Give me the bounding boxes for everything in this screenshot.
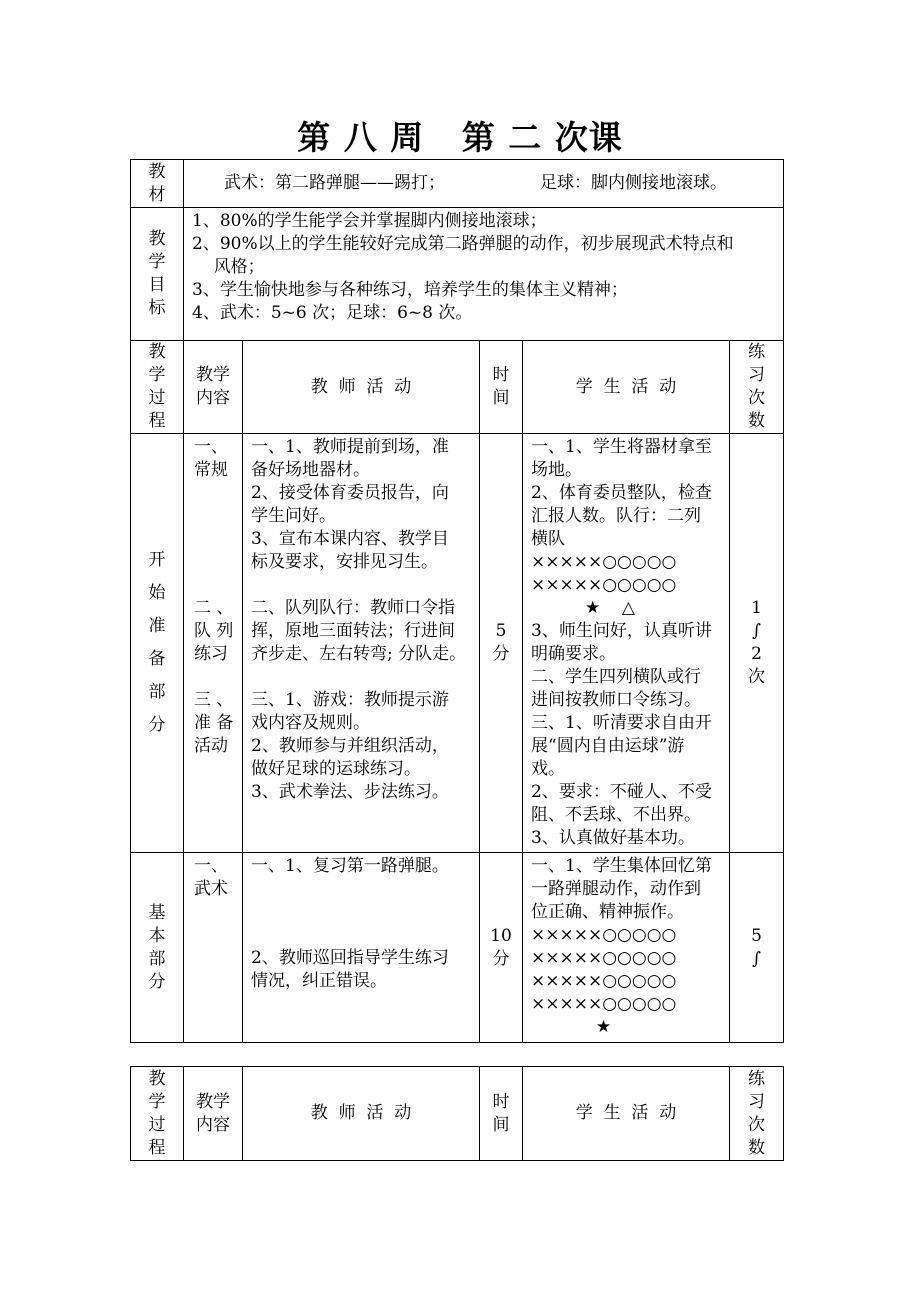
header-row xyxy=(131,341,784,434)
material-wushu: 武术：第二路弹腿——踢打； xyxy=(224,173,445,193)
teacher-line: 一、1、教师提前到场，准 xyxy=(251,437,449,457)
teacher-line: 戏内容及规则。 xyxy=(251,713,370,733)
lesson-table xyxy=(130,159,784,1043)
teacher-line: 2、教师巡回指导学生练习 xyxy=(251,948,449,968)
goals-content xyxy=(184,208,784,341)
teacher-line xyxy=(251,574,475,597)
content-line: 武术 xyxy=(194,879,228,899)
student-line: 场地。 xyxy=(531,460,582,480)
content-line: 队 列 xyxy=(194,621,234,641)
teacher-line: 学生问好。 xyxy=(251,506,336,526)
teacher-line: 标及要求，安排见习生。 xyxy=(251,552,438,572)
header-student: 学 生 活 动 xyxy=(523,341,730,434)
teacher-line: 二、队列队行：教师口令指 xyxy=(251,598,455,618)
section-start-teacher xyxy=(243,434,480,853)
content-line: 活动 xyxy=(194,736,228,756)
header-time: 时 间 xyxy=(480,341,523,434)
header-count: 练 习 次 数 xyxy=(730,1067,784,1161)
material-label: 教 材 xyxy=(131,160,184,208)
student-line: 横队 xyxy=(531,529,565,549)
content-line: 一、 xyxy=(194,437,228,457)
teacher-line: 3、武术拳法、步法练习。 xyxy=(251,782,449,802)
formation-row: ×××××○○○○○ xyxy=(531,994,677,1014)
section-basic-student xyxy=(523,853,730,1043)
teacher-line xyxy=(251,901,475,924)
formation-row: ×××××○○○○○ xyxy=(531,925,677,945)
section-start-time: 5 分 xyxy=(480,434,523,853)
section-start-label: 开 始 准 备 部 分 xyxy=(131,434,184,853)
teacher-line: 2、教师参与并组织活动， xyxy=(251,736,449,756)
teacher-line: 三、1、游戏：教师提示游 xyxy=(251,690,449,710)
formation-row: ×××××○○○○○ xyxy=(531,971,677,991)
goal-line: 1、80%的学生能学会并掌握脚内侧接地滚球； xyxy=(192,211,547,231)
student-line: 3、师生问好，认真听讲 xyxy=(531,621,712,641)
student-line: 进间按教师口令练习。 xyxy=(531,690,701,710)
section-basic-row xyxy=(131,853,784,1043)
header-process: 教 学 过 程 xyxy=(131,341,184,434)
content-line: 三 、 xyxy=(194,690,234,710)
continuation-table xyxy=(130,1066,784,1161)
teacher-line: 做好足球的运球练习。 xyxy=(251,759,421,779)
student-line: 二、学生四列横队或行 xyxy=(531,667,701,687)
content-line: 常规 xyxy=(194,460,228,480)
material-content xyxy=(184,160,784,208)
section-start-row xyxy=(131,434,784,853)
formation-teacher-marks: ★ △ xyxy=(531,598,635,618)
formation-teacher-mark: ★ xyxy=(531,1017,612,1037)
student-line: 汇报人数。队行：二列 xyxy=(531,506,701,526)
header-teacher: 教 师 活 动 xyxy=(243,1067,480,1161)
teacher-line: 齐步走、左右转弯; 分队走。 xyxy=(251,644,467,664)
header-time: 时 间 xyxy=(480,1067,523,1161)
section-basic-teacher xyxy=(243,853,480,1043)
header-process: 教 学 过 程 xyxy=(131,1067,184,1161)
student-line: 展“圆内自由运球”游 xyxy=(531,736,685,756)
student-line: 阻、不丢球、不出界。 xyxy=(531,805,701,825)
content-line: 二 、 xyxy=(194,598,234,618)
material-football: 足球：脚内侧接地滚球。 xyxy=(540,173,727,193)
section-basic-content xyxy=(184,853,243,1043)
student-line: 三、1、听清要求自由开 xyxy=(531,713,712,733)
teacher-line: 挥，原地三面转法；行进间 xyxy=(251,621,455,641)
student-line: 一、1、学生将器材拿至 xyxy=(531,437,712,457)
goal-line: 4、武术：5~6 次；足球：6~8 次。 xyxy=(192,303,473,323)
content-line: 准 备 xyxy=(194,713,234,733)
student-line: 一、1、学生集体回忆第 xyxy=(531,856,712,876)
section-start-count: 1 ∫ 2 次 xyxy=(730,434,784,853)
goal-line: 2、90%以上的学生能较好完成第二路弹腿的动作，初步展现武术特点和 xyxy=(192,234,734,254)
header-content: 教学 内容 xyxy=(184,1067,243,1161)
goal-line: 风格； xyxy=(192,257,265,277)
goal-line: 3、学生愉快地参与各种练习，培养学生的集体主义精神； xyxy=(192,280,628,300)
teacher-line: 3、宣布本课内容、教学目 xyxy=(251,529,449,549)
header-content: 教学 内容 xyxy=(184,341,243,434)
content-line: 练习 xyxy=(194,644,228,664)
student-line: 明确要求。 xyxy=(531,644,616,664)
student-line: 3、认真做好基本功。 xyxy=(531,828,695,848)
formation-row: ×××××○○○○○ xyxy=(531,552,677,572)
continuation-header-row xyxy=(131,1067,784,1161)
header-count: 练 习 次 数 xyxy=(730,341,784,434)
page-title: 第 八 周 第 二 次课 xyxy=(297,118,623,157)
header-teacher: 教 师 活 动 xyxy=(243,341,480,434)
student-line: 2、体育委员整队，检查 xyxy=(531,483,712,503)
formation-row: ×××××○○○○○ xyxy=(531,575,677,595)
goals-row xyxy=(131,208,784,341)
teacher-line: 情况，纠正错误。 xyxy=(251,971,387,991)
student-line: 戏。 xyxy=(531,759,565,779)
section-start-student xyxy=(523,434,730,853)
section-basic-count: 5 ∫ xyxy=(730,853,784,1043)
student-line: 位正确、精神振作。 xyxy=(531,902,684,922)
teacher-line xyxy=(251,666,475,689)
student-line: 2、要求：不碰人、不受 xyxy=(531,782,712,802)
teacher-line xyxy=(251,924,475,947)
header-student: 学 生 活 动 xyxy=(523,1067,730,1161)
teacher-line: 2、接受体育委员报告，向 xyxy=(251,483,449,503)
content-line: 一、 xyxy=(194,856,228,876)
section-start-content xyxy=(184,434,243,853)
section-basic-time: 10 分 xyxy=(480,853,523,1043)
goals-label: 教 学 目 标 xyxy=(131,208,184,341)
student-line: 一路弹腿动作，动作到 xyxy=(531,879,701,899)
section-basic-label: 基 本 部 分 xyxy=(131,853,184,1043)
teacher-line xyxy=(251,878,475,901)
teacher-line: 一、1、复习第一路弹腿。 xyxy=(251,856,449,876)
material-row xyxy=(131,160,784,208)
formation-row: ×××××○○○○○ xyxy=(531,948,677,968)
teacher-line: 备好场地器材。 xyxy=(251,460,370,480)
